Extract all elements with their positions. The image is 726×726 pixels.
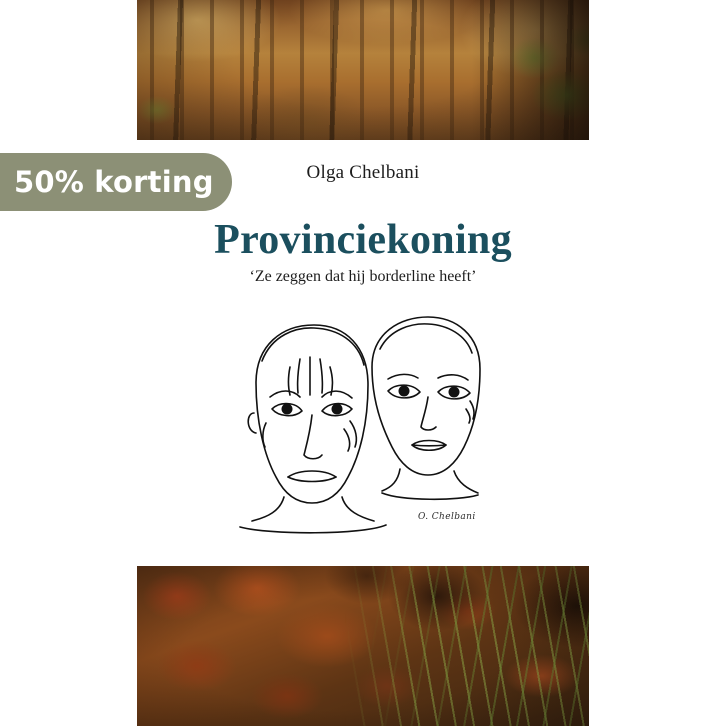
discount-badge-label: 50% korting — [14, 165, 214, 199]
right-cheek-line — [470, 401, 474, 419]
left-neck-left — [252, 497, 284, 521]
right-neck-right — [454, 471, 478, 493]
right-cheek-line-2 — [466, 409, 470, 423]
artist-signature: O. Chelbani — [418, 512, 476, 522]
right-pupil-right — [449, 387, 460, 398]
left-face-outline — [256, 325, 368, 503]
two-faces-line-drawing — [222, 305, 504, 545]
book-title: Provinciekoning — [214, 217, 512, 263]
forest-vignette-layer — [137, 0, 589, 140]
fallen-leaves-photo — [137, 566, 589, 726]
right-face-outline — [372, 317, 480, 475]
book-subtitle: ‘Ze zeggen dat hij borderline heeft’ — [249, 268, 477, 285]
left-ear — [248, 413, 256, 433]
right-eyebrow-left — [388, 374, 418, 379]
left-shoulder-line — [240, 525, 386, 533]
right-lip-line — [412, 445, 446, 446]
leaves-vignette-layer — [137, 566, 589, 726]
right-face-hairline — [380, 324, 472, 353]
right-nose — [421, 397, 436, 430]
right-shoulder-line — [382, 493, 478, 499]
left-pupil-left — [282, 404, 293, 415]
autumn-forest-photo — [137, 0, 589, 140]
right-eyebrow-right — [438, 375, 468, 380]
left-pupil-right — [332, 404, 343, 415]
faces-svg — [222, 305, 504, 545]
right-pupil-left — [399, 386, 410, 397]
author-name: Olga Chelbani — [306, 162, 420, 183]
discount-badge — [0, 153, 232, 211]
right-neck-left — [382, 469, 400, 491]
left-neck-right — [342, 497, 374, 521]
